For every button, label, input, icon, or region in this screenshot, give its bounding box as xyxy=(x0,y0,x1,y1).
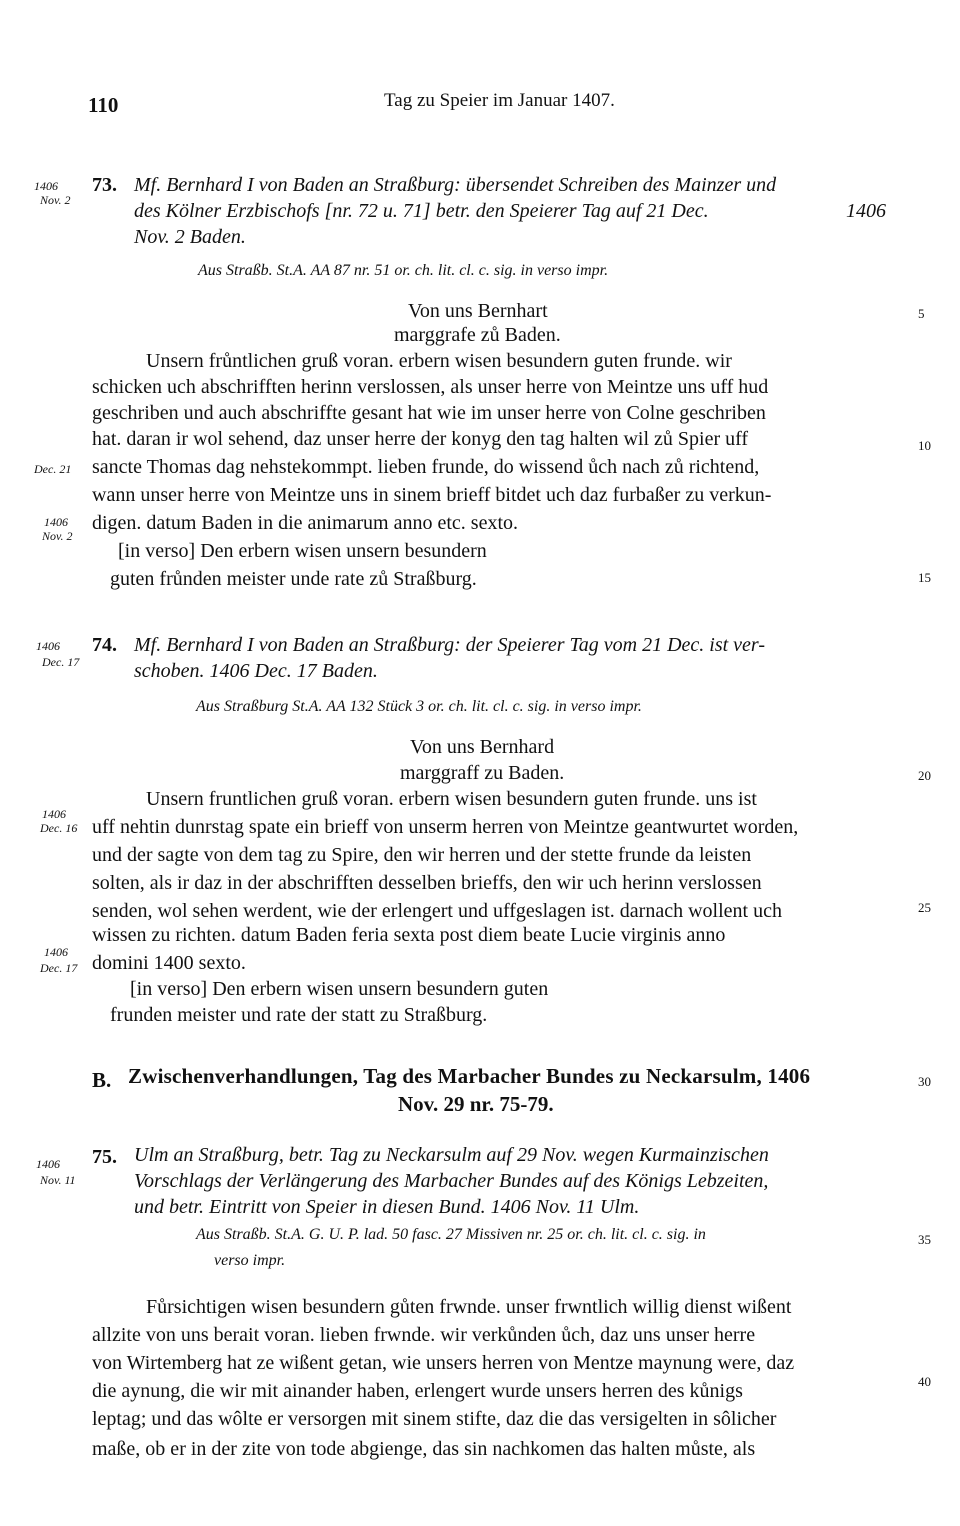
margin-year: 1406 xyxy=(42,807,66,821)
text-line: domini 1400 sexto. xyxy=(92,952,246,974)
margin-day: Nov. 2 xyxy=(40,193,71,207)
margin-year: 1406 xyxy=(44,515,68,529)
line-number: 5 xyxy=(918,306,925,321)
text-line: Von uns Bernhard xyxy=(410,736,555,758)
document-number: 74. xyxy=(92,634,117,656)
regest-line: Nov. 2 Baden. xyxy=(134,226,246,248)
regest-line: des Kölner Erzbischofs [nr. 72 u. 71] betr. den Speierer Tag auf 21 Dec. xyxy=(134,200,709,222)
running-title: Tag zu Speier im Januar 1407. xyxy=(384,90,615,111)
margin-year: 1406 xyxy=(34,179,58,193)
text-line: [in verso] Den erbern wisen unsern besundern guten xyxy=(130,978,549,1000)
document-number: 73. xyxy=(92,174,117,196)
text-line: senden, wol sehen werdent, wie der erlengert und uffgeslagen ist. darnach wollent uch xyxy=(92,900,782,922)
section-label: B. xyxy=(92,1068,112,1092)
source-note: Aus Straßburg St.A. AA 132 Stück 3 or. ch. lit. cl. c. sig. in verso impr. xyxy=(196,698,642,715)
section-title: Nov. 29 nr. 75-79. xyxy=(398,1092,554,1116)
margin-day: Nov. 11 xyxy=(40,1173,76,1187)
margin-day: Dec. 17 xyxy=(42,655,80,669)
text-line: sancte Thomas dag nehstekommpt. lieben frunde, do wissend ůch nach zů richtend, xyxy=(92,456,760,478)
source-note: Aus Straßb. St.A. G. U. P. lad. 50 fasc. 27 Missiven nr. 25 or. ch. lit. cl. c. sig. in xyxy=(196,1226,706,1243)
regest-line: und betr. Eintritt von Speier in diesen Bund. 1406 Nov. 11 Ulm. xyxy=(134,1196,640,1218)
text-line: frunden meister und rate der statt zu Straßburg. xyxy=(110,1004,488,1026)
page-number: 110 xyxy=(88,93,119,117)
text-line: Fůrsichtigen wisen besundern gůten frwnde. unser frwntlich willig dienst wißent xyxy=(146,1296,792,1318)
regest-date: 1406 xyxy=(846,200,886,222)
regest-line: Ulm an Straßburg, betr. Tag zu Neckarsulm auf 29 Nov. wegen Kurmainzischen xyxy=(134,1144,769,1166)
line-number: 15 xyxy=(918,570,931,585)
text-line: geschriben und auch abschriffte gesant hat wie im unser herre von Colne geschriben xyxy=(92,402,766,424)
line-number: 40 xyxy=(918,1374,931,1389)
margin-day: Nov. 2 xyxy=(42,529,73,543)
source-note: verso impr. xyxy=(214,1252,286,1269)
text-line: guten frůnden meister unde rate zů Straßburg. xyxy=(110,568,477,590)
regest-line: schoben. 1406 Dec. 17 Baden. xyxy=(134,660,378,682)
source-note: Aus Straßb. St.A. AA 87 nr. 51 or. ch. lit. cl. c. sig. in verso impr. xyxy=(198,262,609,279)
text-line: Von uns Bernhart xyxy=(408,300,548,322)
margin-day: Dec. 17 xyxy=(40,961,78,975)
document-number: 75. xyxy=(92,1146,117,1168)
text-line: solten, als ir daz in der abschrifften desselben brieffs, den wir uch herinn verslossen xyxy=(92,872,762,894)
text-line: marggrafe zů Baden. xyxy=(394,324,561,346)
text-line: Unsern frůntlichen gruß voran. erbern wisen besundern guten frunde. wir xyxy=(146,350,732,372)
text-line: uff nehtin dunrstag spate ein brieff von unserm herren von Meintze geantwurtet worden, xyxy=(92,816,799,838)
margin-day: Dec. 21 xyxy=(34,462,72,476)
section-title: Zwischenverhandlungen, Tag des Marbacher Bundes zu Neckarsulm, 1406 xyxy=(128,1064,811,1088)
margin-year: 1406 xyxy=(36,639,60,653)
line-number: 30 xyxy=(918,1074,931,1089)
text-line: allzite von uns berait voran. lieben frwnde. wir verkůnden ůch, daz uns unser herre xyxy=(92,1324,756,1346)
margin-year: 1406 xyxy=(44,945,68,959)
text-line: die aynung, die wir mit ainander haben, erlengert wurde unsers herren des kůnigs xyxy=(92,1380,743,1402)
text-line: digen. datum Baden in die animarum anno etc. sexto. xyxy=(92,512,518,534)
margin-day: Dec. 16 xyxy=(40,821,78,835)
text-line: schicken uch abschrifften herinn verslossen, als unser herre von Meintze uns uff hud xyxy=(92,376,769,398)
line-number: 25 xyxy=(918,900,931,915)
text-line: maße, ob er in der zite von tode abgienge, das sin nachkomen das halten můste, als xyxy=(92,1438,756,1460)
line-number: 10 xyxy=(918,438,931,453)
text-line: wann unser herre von Meintze uns in sinem brieff bitdet uch daz furbaßer zu verkun- xyxy=(92,484,772,506)
text-line: leptag; und das wôlte er versorgen mit sinem stifte, daz die das versigelten in sôlicher xyxy=(92,1408,777,1430)
text-line: [in verso] Den erbern wisen unsern besundern xyxy=(118,540,487,562)
text-line: hat. daran ir wol sehend, daz unser herre der konyg den tag halten wil zů Spier uff xyxy=(92,428,749,450)
regest-line: Vorschlags der Verlängerung des Marbacher Bundes auf des Königs Lebzeiten, xyxy=(134,1170,769,1192)
regest-line: Mf. Bernhard I von Baden an Straßburg: übersendet Schreiben des Mainzer und xyxy=(134,174,777,196)
line-number: 20 xyxy=(918,768,931,783)
text-line: und der sagte von dem tag zu Spire, den wir herren und der stette frunde da leisten xyxy=(92,844,752,866)
text-line: Unsern fruntlichen gruß voran. erbern wisen besundern guten frunde. uns ist xyxy=(146,788,757,810)
text-line: wissen zu richten. datum Baden feria sexta post diem beate Lucie virginis anno xyxy=(92,924,726,946)
text-line: von Wirtemberg hat ze wißent getan, wie unsers herren von Mentze maynung were, daz xyxy=(92,1352,795,1374)
margin-year: 1406 xyxy=(36,1157,60,1171)
text-line: marggraff zu Baden. xyxy=(400,762,565,784)
line-number: 35 xyxy=(918,1232,931,1247)
regest-line: Mf. Bernhard I von Baden an Straßburg: der Speierer Tag vom 21 Dec. ist ver- xyxy=(134,634,765,656)
